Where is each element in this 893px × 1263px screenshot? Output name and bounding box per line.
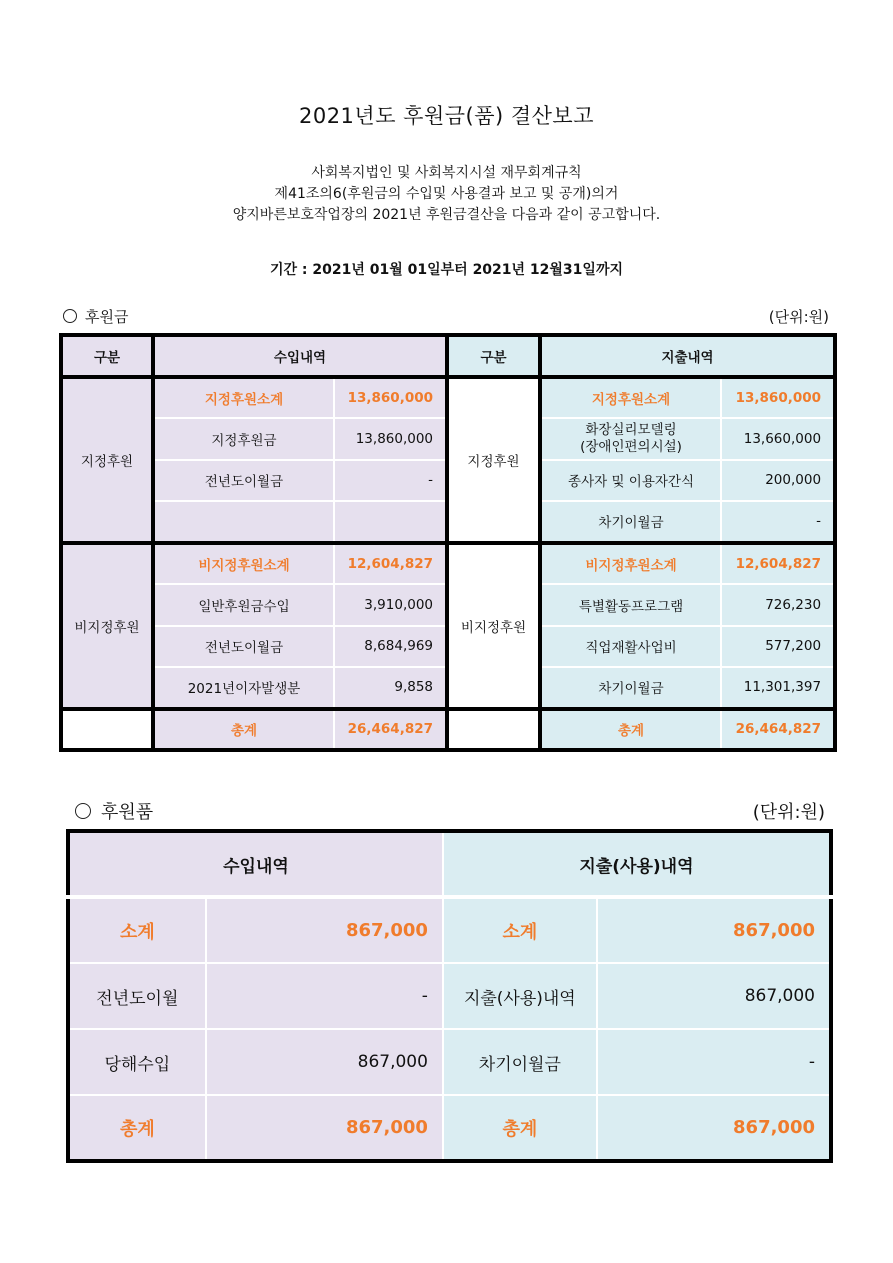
income-amount: 13,860,000 [334, 418, 447, 460]
period-text: 기간 : 2021년 01월 01일부터 2021년 12월31일까지 [270, 262, 623, 278]
table-row [61, 377, 835, 419]
intro-line: 제41조의6(후원금의 수입및 사용결과 보고 및 공개)의거 [274, 186, 619, 202]
header-category: 구분 [61, 335, 153, 377]
expense-item: 지출(사용)내역 [443, 963, 597, 1029]
expense-amount: 11,301,397 [721, 667, 835, 709]
expense-item: 비지정후원소계 [540, 543, 721, 585]
empty-cell [447, 709, 540, 751]
income-amount: 13,860,000 [334, 377, 447, 419]
expense-amount: 13,660,000 [721, 418, 835, 460]
total-label: 총계 [68, 1095, 206, 1161]
income-item: 소계 [68, 897, 206, 963]
total-income: 26,464,827 [334, 709, 447, 751]
income-amount [334, 501, 447, 543]
goods-table [66, 829, 833, 1163]
income-item: 지정후원소계 [153, 377, 334, 419]
expense-item: 직업재활사업비 [540, 626, 721, 668]
goods-unit: (단위:원) [752, 802, 825, 823]
expense-item: 차기이월금 [540, 667, 721, 709]
funds-label: 후원금 [85, 308, 129, 326]
funds-unit: (단위:원) [768, 308, 829, 326]
income-item: 일반후원금수입 [153, 584, 334, 626]
expense-item: 지정후원소계 [540, 377, 721, 419]
income-item: 전년도이월 [68, 963, 206, 1029]
expense-amount: 12,604,827 [721, 543, 835, 585]
income-amount: 3,910,000 [334, 584, 447, 626]
funds-section-label [63, 306, 128, 327]
income-amount: 8,684,969 [334, 626, 447, 668]
total-label: 총계 [443, 1095, 597, 1161]
expense-amount: 577,200 [721, 626, 835, 668]
income-amount: 9,858 [334, 667, 447, 709]
income-item: 전년도이월금 [153, 460, 334, 502]
income-amount: - [334, 460, 447, 502]
goods-label: 후원품 [101, 802, 154, 823]
header-income: 수입내역 [68, 831, 443, 897]
intro-line: 양지바른보호작업장의 2021년 후원금결산을 다음과 같이 공고합니다. [232, 207, 661, 223]
total-row [61, 709, 835, 751]
income-item: 지정후원금 [153, 418, 334, 460]
circle-bullet-icon [75, 803, 91, 819]
expense-item: 화장실리모델링 (장애인편의시설) [540, 418, 721, 460]
category-designated: 지정후원 [61, 377, 153, 543]
income-amount: 12,604,827 [334, 543, 447, 585]
funds-table [59, 333, 837, 752]
table-row [68, 1029, 831, 1095]
table-row [61, 543, 835, 585]
expense-amount: 867,000 [597, 897, 831, 963]
expense-amount: 726,230 [721, 584, 835, 626]
total-expense: 26,464,827 [721, 709, 835, 751]
income-item [153, 501, 334, 543]
page-title: 2021년도 후원금(품) 결산보고 [298, 104, 595, 128]
income-item: 2021년이자발생분 [153, 667, 334, 709]
income-item: 비지정후원소계 [153, 543, 334, 585]
goods-section-label [75, 798, 153, 824]
expense-amount: - [597, 1029, 831, 1095]
total-income: 867,000 [206, 1095, 443, 1161]
intro-line: 사회복지법인 및 사회복지시설 재무회계규칙 [311, 165, 582, 181]
expense-item: 종사자 및 이용자간식 [540, 460, 721, 502]
income-amount: - [206, 963, 443, 1029]
header-expense: 지출(사용)내역 [443, 831, 831, 897]
income-item: 전년도이월금 [153, 626, 334, 668]
total-label: 총계 [153, 709, 334, 751]
expense-amount: 13,860,000 [721, 377, 835, 419]
income-amount: 867,000 [206, 897, 443, 963]
circle-bullet-icon [63, 309, 77, 323]
category-designated: 지정후원 [447, 377, 540, 543]
expense-item: 차기이월금 [540, 501, 721, 543]
table-row [68, 963, 831, 1029]
intro-text [0, 163, 893, 226]
income-amount: 867,000 [206, 1029, 443, 1095]
expense-amount: 867,000 [597, 963, 831, 1029]
empty-cell [61, 709, 153, 751]
total-expense: 867,000 [597, 1095, 831, 1161]
header-category: 구분 [447, 335, 540, 377]
expense-item: 차기이월금 [443, 1029, 597, 1095]
income-item: 당해수입 [68, 1029, 206, 1095]
total-row [68, 1095, 831, 1161]
category-nondesignated: 비지정후원 [447, 543, 540, 709]
expense-amount: 200,000 [721, 460, 835, 502]
expense-amount: - [721, 501, 835, 543]
header-income: 수입내역 [153, 335, 447, 377]
table-row [68, 897, 831, 963]
category-nondesignated: 비지정후원 [61, 543, 153, 709]
header-expense: 지출내역 [540, 335, 835, 377]
expense-item: 소계 [443, 897, 597, 963]
total-label: 총계 [540, 709, 721, 751]
expense-item: 특별활동프로그램 [540, 584, 721, 626]
